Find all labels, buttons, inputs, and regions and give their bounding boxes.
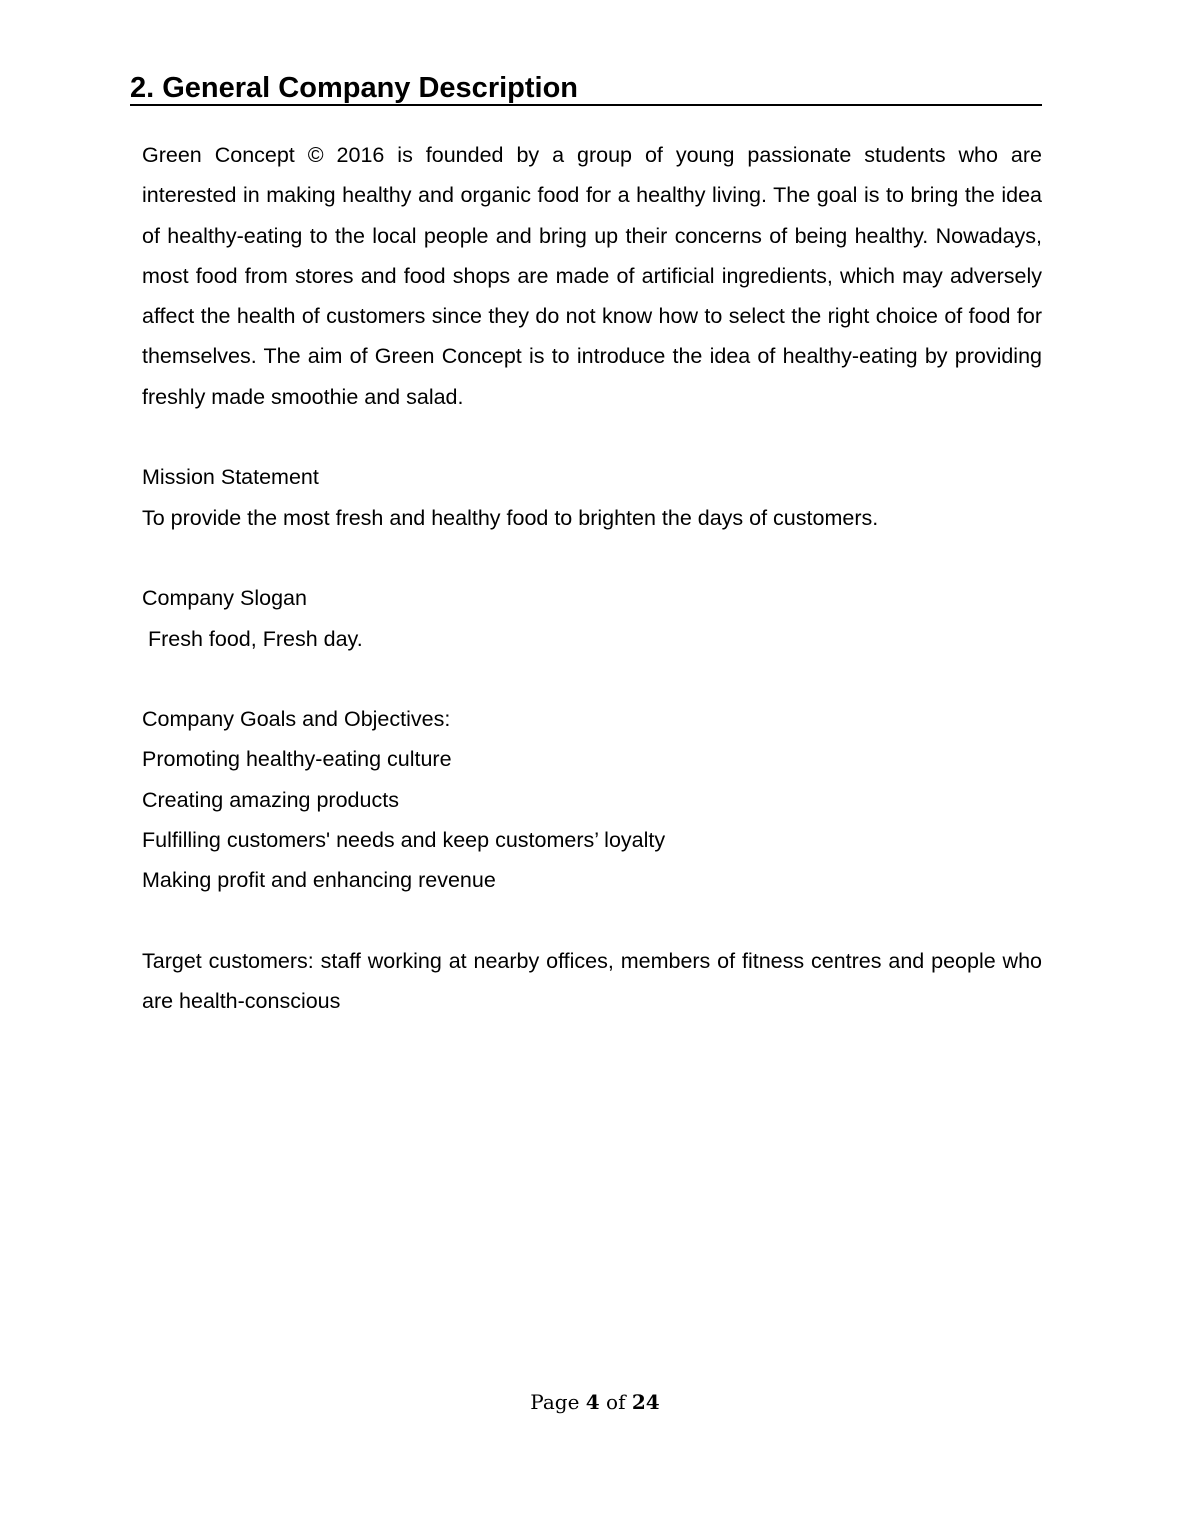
slogan-text: Fresh food, Fresh day. — [142, 626, 363, 651]
goal-item: Promoting healthy-eating culture — [142, 747, 452, 772]
section-title — [130, 70, 1042, 106]
of-label: of — [606, 1390, 626, 1414]
spacer — [142, 417, 1042, 457]
spacer — [142, 538, 1042, 578]
goal-item: Fulfilling customers' needs and keep customers’ loyalty — [142, 828, 666, 853]
section-title-text: 2. General Company Description — [130, 72, 579, 104]
mission-text: To provide the most fresh and healthy food to brighten the days of customers. — [142, 505, 879, 530]
total-pages: 24 — [631, 1390, 660, 1414]
mission-heading: Mission Statement — [142, 465, 319, 490]
spacer — [142, 659, 1042, 699]
intro-paragraph: Green Concept © 2016 is founded by a group of young passionate students who are interested in making healthy and organic food for a healthy living. The goal is to bring the idea of healthy-eating to the local people and bring up their concerns of being healthy. Nowadays, most food from stores and food shops are made of artificial ingredients, which may adversely affect the health of customers since they do not know how to select the right choice of food for themselves. The aim of Green Concept is to introduce the idea of healthy-eating by providing freshly made smoothie and salad. — [142, 143, 1042, 409]
slogan-heading: Company Slogan — [142, 586, 307, 611]
target-customers: Target customers: staff working at nearby offices, members of fitness centres and people who are health-conscious — [142, 948, 1042, 1014]
goals-heading: Company Goals and Objectives: — [142, 707, 451, 732]
goal-item: Making profit and enhancing revenue — [142, 868, 496, 893]
spacer — [142, 901, 1042, 941]
page-number: 4 — [585, 1390, 600, 1414]
goal-item: Creating amazing products — [142, 787, 399, 812]
page-label: Page — [530, 1390, 580, 1414]
document-body — [142, 135, 1042, 1022]
page-footer — [0, 1388, 1190, 1416]
